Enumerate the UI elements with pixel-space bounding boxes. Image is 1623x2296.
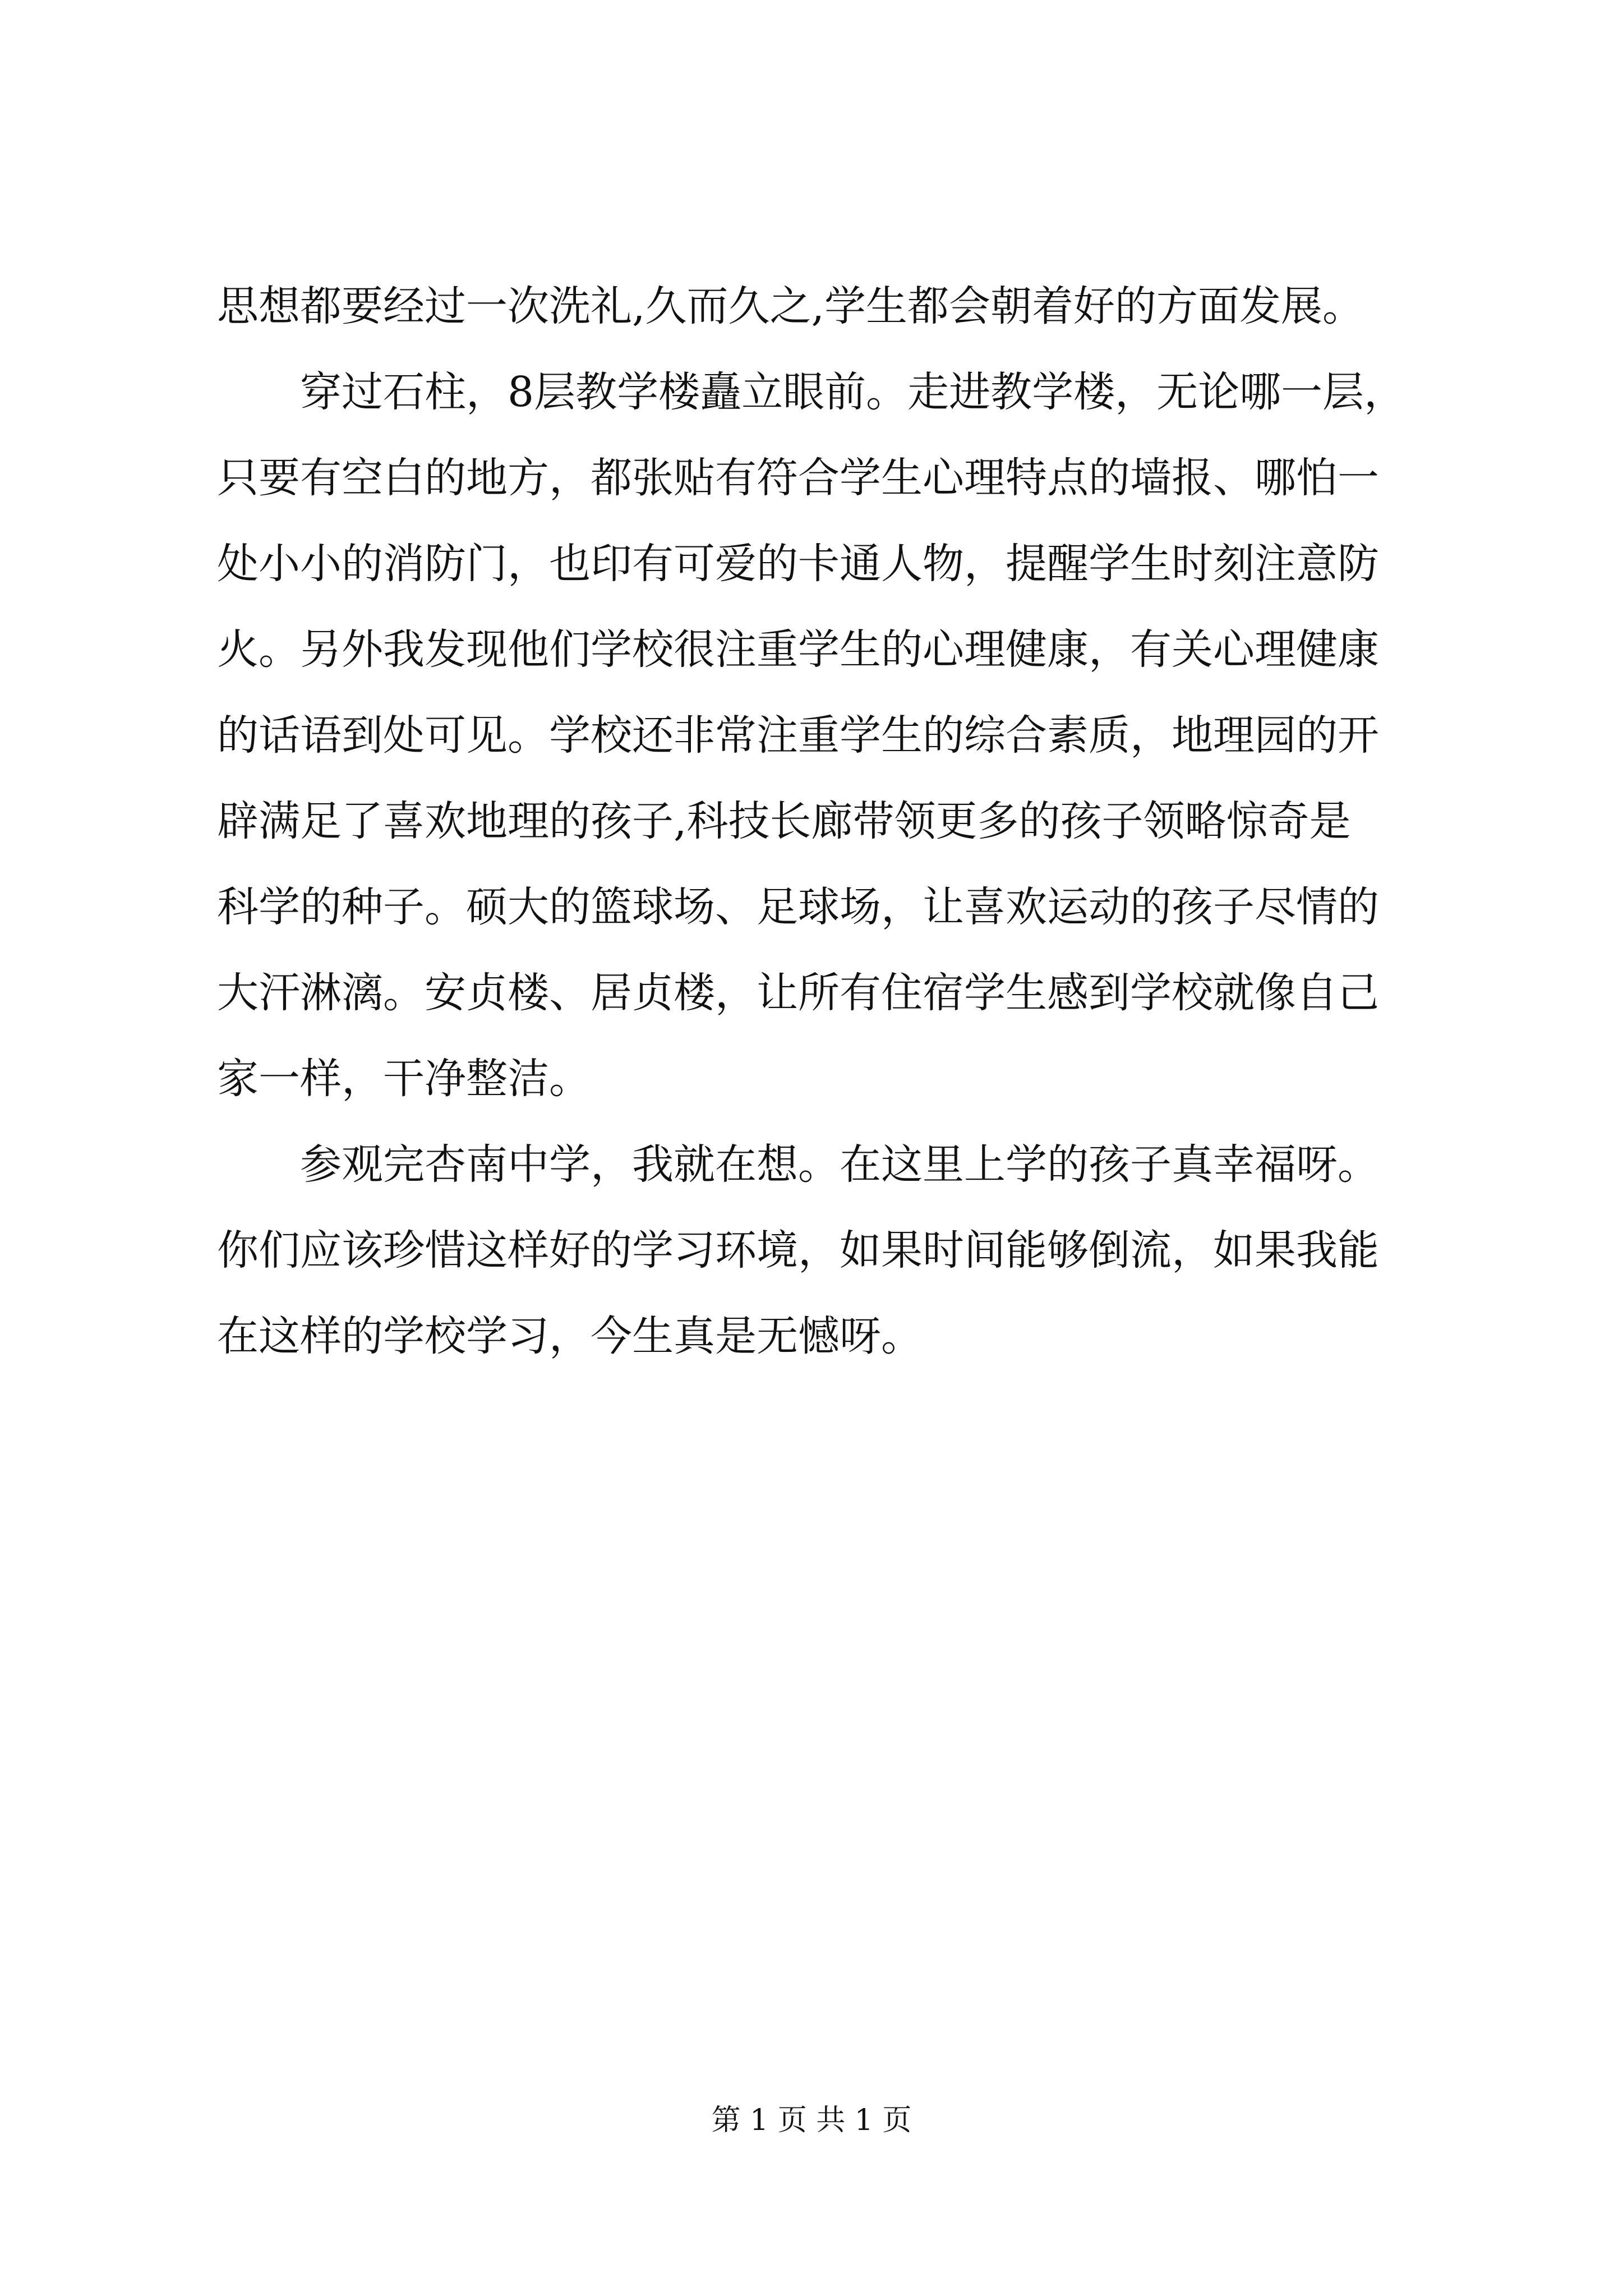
text-line: 你们应该珍惜这样好的学习环境，如果时间能够倒流，如果我能 xyxy=(217,1226,1379,1274)
text-line: 家一样，干净整洁。 xyxy=(217,1055,591,1103)
text-line: 的话语到处可见。学校还非常注重学生的综合素质，地理园的开 xyxy=(217,711,1379,760)
text-line: 辟满足了喜欢地理的孩子,科技长廊带领更多的孩子领略惊奇是 xyxy=(217,797,1351,845)
body-text xyxy=(217,264,1417,1379)
text-line: 思想都要经过一次洗礼,久而久之,学生都会朝着好的方面发展。 xyxy=(217,282,1364,330)
paragraph-start-line: 参观完杏南中学，我就在想。在这里上学的孩子真幸福呀。 xyxy=(300,1140,1379,1189)
text-line: 在这样的学校学习，今生真是无憾呀。 xyxy=(217,1312,923,1360)
text-line: 科学的种子。硕大的篮球场、足球场，让喜欢运动的孩子尽情的 xyxy=(217,883,1379,931)
text-line: 大汗淋漓。安贞楼、居贞楼，让所有住宿学生感到学校就像自己 xyxy=(217,969,1379,1017)
page-number-footer: 第 1 页 共 1 页 xyxy=(711,2104,912,2137)
text-line: 处小小的消防门，也印有可爱的卡通人物，提醒学生时刻注意防 xyxy=(217,540,1379,588)
paragraph-start-line: 穿过石柱，8层教学楼矗立眼前。走进教学楼，无论哪一层， xyxy=(300,368,1406,416)
text-line: 只要有空白的地方，都张贴有符合学生心理特点的墙报、哪怕一 xyxy=(217,454,1379,502)
text-line: 火。另外我发现他们学校很注重学生的心理健康，有关心理健康 xyxy=(217,625,1379,674)
